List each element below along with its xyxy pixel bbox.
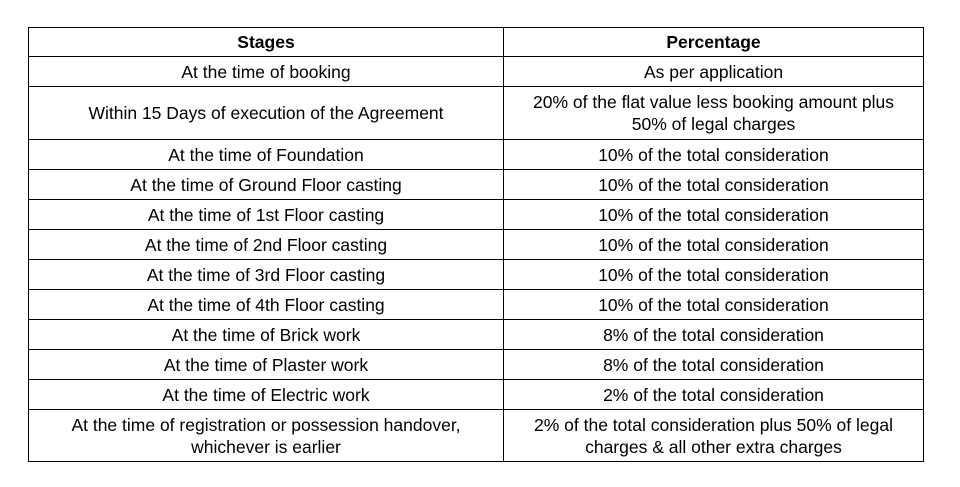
percentage-text-line-2: 50% of legal charges <box>631 114 796 134</box>
percentage-text: 10% of the total consideration <box>598 144 829 165</box>
stage-text-line-1: At the time of registration or possession handover, <box>71 414 461 435</box>
table-row <box>29 380 924 410</box>
percentage-text-line-2: charges & all other extra charges <box>585 436 842 457</box>
stage-cell <box>29 290 504 320</box>
table-row <box>29 260 924 290</box>
stage-text: Within 15 Days of execution of the Agreement <box>88 103 444 123</box>
table-row <box>29 410 924 462</box>
stage-cell <box>29 380 504 410</box>
percentage-cell <box>504 140 924 170</box>
stage-text: At the time of booking <box>181 61 351 82</box>
percentage-text: 10% of the total consideration <box>598 234 829 255</box>
percentage-cell <box>504 230 924 260</box>
table-row <box>29 170 924 200</box>
stage-text: At the time of 3rd Floor casting <box>146 264 386 285</box>
percentage-text: 10% of the total consideration <box>598 204 829 225</box>
stage-cell <box>29 170 504 200</box>
stage-text-line-2: whichever is earlier <box>191 436 341 457</box>
percentage-text: As per application <box>643 61 784 82</box>
header-percentage: Percentage <box>504 28 924 57</box>
stage-text: At the time of Foundation <box>168 144 364 165</box>
stage-cell <box>29 87 504 140</box>
percentage-text: 10% of the total consideration <box>598 174 829 195</box>
payment-plan-table <box>28 27 924 462</box>
stage-cell <box>29 230 504 260</box>
percentage-text: 8% of the total consideration <box>603 354 824 375</box>
percentage-text-line-1: 2% of the total consideration plus 50% of legal <box>534 414 893 435</box>
percentage-cell <box>504 320 924 350</box>
stage-cell <box>29 57 504 87</box>
percentage-text: 2% of the total consideration <box>603 384 824 405</box>
header-stages: Stages <box>29 28 504 57</box>
percentage-text: 10% of the total consideration <box>598 294 829 315</box>
percentage-cell <box>504 260 924 290</box>
stage-cell <box>29 410 504 462</box>
percentage-cell <box>504 410 924 462</box>
table-row <box>29 290 924 320</box>
stage-text: At the time of Brick work <box>171 324 361 345</box>
percentage-cell <box>504 170 924 200</box>
stage-cell <box>29 140 504 170</box>
percentage-cell <box>504 350 924 380</box>
stage-cell <box>29 320 504 350</box>
percentage-text: 8% of the total consideration <box>603 324 824 345</box>
table-header-row <box>29 28 924 57</box>
stage-text: At the time of Electric work <box>162 384 370 405</box>
percentage-cell <box>504 57 924 87</box>
payment-plan-container <box>28 27 924 462</box>
stage-cell <box>29 260 504 290</box>
stage-cell <box>29 350 504 380</box>
percentage-cell <box>504 200 924 230</box>
table-row <box>29 140 924 170</box>
table-row <box>29 230 924 260</box>
stage-text: At the time of 2nd Floor casting <box>144 234 388 255</box>
stage-text: At the time of 4th Floor casting <box>147 294 385 315</box>
table-row <box>29 200 924 230</box>
table-row <box>29 57 924 87</box>
table-row <box>29 320 924 350</box>
percentage-cell <box>504 290 924 320</box>
stage-cell <box>29 200 504 230</box>
stage-text: At the time of Plaster work <box>163 354 369 375</box>
table-row <box>29 87 924 140</box>
percentage-cell <box>504 87 924 140</box>
stage-text: At the time of Ground Floor casting <box>130 174 402 195</box>
table-row <box>29 350 924 380</box>
percentage-text: 10% of the total consideration <box>598 264 829 285</box>
percentage-cell <box>504 380 924 410</box>
stage-text: At the time of 1st Floor casting <box>147 204 385 225</box>
percentage-text-line-1: 20% of the flat value less booking amount plus <box>533 92 894 112</box>
